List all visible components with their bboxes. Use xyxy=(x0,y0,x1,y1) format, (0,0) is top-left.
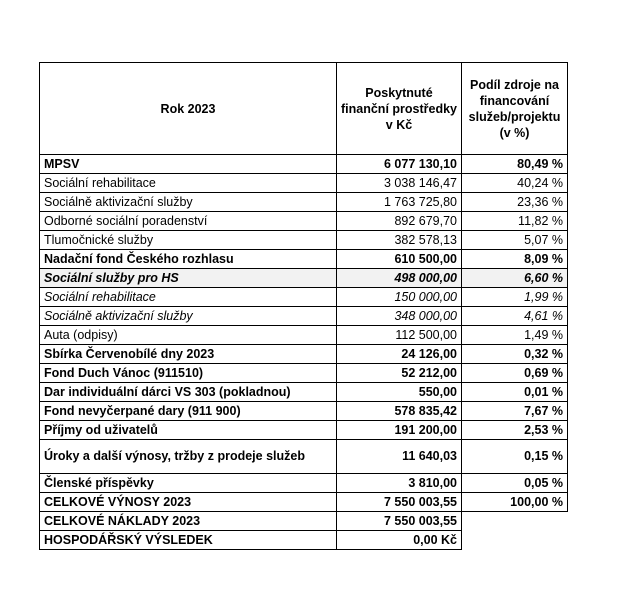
row-share: 1,99 % xyxy=(462,288,568,307)
table-row xyxy=(40,288,568,307)
row-amount: 610 500,00 xyxy=(337,250,462,269)
row-label: Sociální rehabilitace xyxy=(40,174,337,193)
row-share: 0,69 % xyxy=(462,364,568,383)
row-label: CELKOVÉ VÝNOSY 2023 xyxy=(40,493,337,512)
table-row xyxy=(40,383,568,402)
row-share: 0,32 % xyxy=(462,345,568,364)
row-label: Sociální rehabilitace xyxy=(40,288,337,307)
row-amount: 578 835,42 xyxy=(337,402,462,421)
row-amount: 0,00 Kč xyxy=(337,531,462,550)
header-share: Podíl zdroje na financování služeb/projektu (v %) xyxy=(462,63,568,155)
row-share: 5,07 % xyxy=(462,231,568,250)
row-label: HOSPODÁŘSKÝ VÝSLEDEK xyxy=(40,531,337,550)
row-share: 8,09 % xyxy=(462,250,568,269)
row-amount: 52 212,00 xyxy=(337,364,462,383)
row-label: CELKOVÉ NÁKLADY 2023 xyxy=(40,512,337,531)
row-label: Tlumočnické služby xyxy=(40,231,337,250)
row-label: Úroky a další výnosy, tržby z prodeje služeb xyxy=(40,440,337,474)
table-row xyxy=(40,250,568,269)
row-amount: 498 000,00 xyxy=(337,269,462,288)
table-row xyxy=(40,474,568,493)
table-row xyxy=(40,174,568,193)
row-label: Fond Duch Vánoc (911510) xyxy=(40,364,337,383)
row-amount: 7 550 003,55 xyxy=(337,493,462,512)
row-label: MPSV xyxy=(40,155,337,174)
empty-cell xyxy=(462,531,568,550)
row-label: Dar individuální dárci VS 303 (pokladnou) xyxy=(40,383,337,402)
row-amount: 348 000,00 xyxy=(337,307,462,326)
table-row xyxy=(40,212,568,231)
row-label: Odborné sociální poradenství xyxy=(40,212,337,231)
row-label: Auta (odpisy) xyxy=(40,326,337,345)
table-row xyxy=(40,440,568,474)
row-share: 0,05 % xyxy=(462,474,568,493)
row-label: Fond nevyčerpané dary (911 900) xyxy=(40,402,337,421)
row-amount: 112 500,00 xyxy=(337,326,462,345)
row-label: Sociálně aktivizační služby xyxy=(40,307,337,326)
table-row xyxy=(40,269,568,288)
table-row xyxy=(40,231,568,250)
table-row xyxy=(40,421,568,440)
table-row xyxy=(40,531,568,550)
row-amount: 3 810,00 xyxy=(337,474,462,493)
row-share: 80,49 % xyxy=(462,155,568,174)
row-share: 6,60 % xyxy=(462,269,568,288)
table-row xyxy=(40,326,568,345)
table-row xyxy=(40,512,568,531)
header-row xyxy=(40,63,568,155)
header-year: Rok 2023 xyxy=(40,63,337,155)
row-amount: 1 763 725,80 xyxy=(337,193,462,212)
row-label: Sbírka Červenobílé dny 2023 xyxy=(40,345,337,364)
row-share: 1,49 % xyxy=(462,326,568,345)
row-share: 100,00 % xyxy=(462,493,568,512)
row-label: Příjmy od uživatelů xyxy=(40,421,337,440)
table-row xyxy=(40,402,568,421)
row-amount: 6 077 130,10 xyxy=(337,155,462,174)
header-amount: Poskytnuté finanční prostředky v Kč xyxy=(337,63,462,155)
table-row xyxy=(40,493,568,512)
row-share: 4,61 % xyxy=(462,307,568,326)
row-share: 0,01 % xyxy=(462,383,568,402)
row-label: Sociálně aktivizační služby xyxy=(40,193,337,212)
financial-table xyxy=(39,62,568,550)
row-amount: 24 126,00 xyxy=(337,345,462,364)
row-share: 11,82 % xyxy=(462,212,568,231)
table-row xyxy=(40,345,568,364)
row-share: 40,24 % xyxy=(462,174,568,193)
row-share: 2,53 % xyxy=(462,421,568,440)
table-row xyxy=(40,193,568,212)
row-label: Nadační fond Českého rozhlasu xyxy=(40,250,337,269)
row-amount: 892 679,70 xyxy=(337,212,462,231)
row-label: Členské příspěvky xyxy=(40,474,337,493)
empty-cell xyxy=(462,512,568,531)
table-row xyxy=(40,155,568,174)
row-amount: 3 038 146,47 xyxy=(337,174,462,193)
row-amount: 11 640,03 xyxy=(337,440,462,474)
row-share: 0,15 % xyxy=(462,440,568,474)
row-amount: 150 000,00 xyxy=(337,288,462,307)
row-amount: 382 578,13 xyxy=(337,231,462,250)
table-body xyxy=(40,155,568,550)
row-amount: 191 200,00 xyxy=(337,421,462,440)
row-label: Sociální služby pro HS xyxy=(40,269,337,288)
row-share: 7,67 % xyxy=(462,402,568,421)
row-amount: 7 550 003,55 xyxy=(337,512,462,531)
row-share: 23,36 % xyxy=(462,193,568,212)
table-row xyxy=(40,364,568,383)
table-row xyxy=(40,307,568,326)
row-amount: 550,00 xyxy=(337,383,462,402)
